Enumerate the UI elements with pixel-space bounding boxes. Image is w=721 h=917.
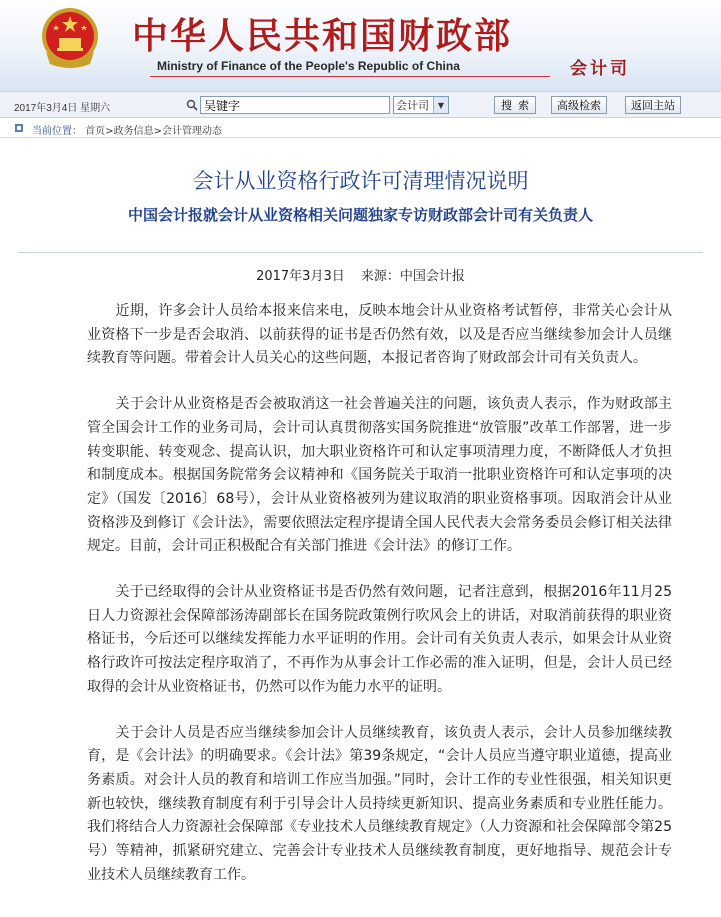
search-button[interactable]: 搜索	[494, 96, 536, 114]
article-title: 会计从业资格行政许可清理情况说明	[192, 169, 529, 193]
department-name: 会计司	[570, 59, 630, 79]
site-title: 中华人民共和国财政部	[132, 15, 513, 57]
breadcrumb-news-link[interactable]: 政务信息	[113, 126, 154, 137]
article-divider	[18, 252, 703, 253]
advanced-search-button[interactable]: 高级检索	[551, 96, 607, 114]
article-subtitle: 中国会计报就会计从业资格相关问题独家专访财政部会计司有关负责人	[127, 206, 593, 224]
article-meta	[0, 265, 721, 284]
national-emblem-icon	[40, 6, 100, 70]
article-paragraph: 关于会计从业资格是否会被取消这一社会普遍关注的问题，该负责人表示，作为财政部主管全国会计工作的业务司局，会计司认真贯彻落实国务院推进“放管服”改革工作部署，进一步转变职能、转变观念、提高认识，加大职业资格许可和认定事项清理力度，不断降低人才负担和制度成本。根据国务院常务会议精神和《国务院关于取消一批职业资格许可和认定事项的决定》（国发〔2016〕68号），会计从业资格被列为建议取消的职业资格事项。因取消会计从业资格涉及到修订《会计法》，需要依照法定程序提请全国人民代表大会常务委员会修订相关法律规定。目前，会计司正积极配合有关部门推进《会计法》的修订工作。	[87, 396, 672, 555]
breadcrumb-label: 当前位置：	[32, 126, 82, 137]
article-date: 2017年3月3日	[256, 269, 345, 284]
return-home-button[interactable]: 返回主站	[625, 96, 681, 114]
site-header	[0, 0, 721, 92]
article-paragraph: 关于会计人员是否应当继续参加会计人员继续教育，该负责人表示，会计人员参加继续教育，是《会计法》的明确要求。《会计法》第39条规定，“会计人员应当遵守职业道德，提高业务素质。对会计人员的教育和培训工作应当加强。”同时，会计工作的专业性很强，相关知识更新也较快，继续教育制度有利于引导会计人员持续更新知识、提高业务素质和专业胜任能力。我们将结合人力资源社会保障部《专业技术人员继续教育规定》（人力资源和社会保障部令第25号）等精神，抓紧研究建立、完善会计专业技术人员继续教育制度，更好地指导、规范会计专业技术人员继续教育工作。	[87, 724, 672, 883]
search-scope-select[interactable]	[393, 96, 449, 114]
search-icon	[186, 99, 198, 111]
search-toolbar	[0, 92, 721, 118]
article-source: 来源：中国会计报	[360, 269, 465, 284]
breadcrumb: 当前位置： 首页>政务信息>会计管理动态	[32, 126, 222, 137]
article-paragraph: 近期，许多会计人员给本报来信来电，反映本地会计从业资格考试暂停，非常关心会计从业资格下一步是否会取消、以前获得的证书是否仍然有效，以及是否应当继续参加会计人员继续教育等问题。带着会计人员关心的这些问题，本报记者咨询了财政部会计司有关负责人。	[87, 303, 672, 367]
article-body	[87, 300, 672, 909]
breadcrumb-accounting-link[interactable]: 会计管理动态	[161, 126, 222, 137]
current-date: 2017年3月4日 星期六	[14, 103, 111, 114]
header-divider	[150, 76, 550, 77]
breadcrumb-home-link[interactable]: 首页	[85, 126, 106, 137]
search-scope-value: 会计司	[396, 99, 429, 112]
article-paragraph: 关于已经取得的会计从业资格证书是否仍然有效问题，记者注意到，根据2016年11月25日人力资源社会保障部汤涛副部长在国务院政策例行吹风会上的讲话，对取消前获得的职业资格证书，今后还可以继续发挥能力水平证明的作用。会计司有关负责人表示，如果会计从业资格行政许可按法定程序取消了，不再作为从事会计工作必需的准入证明，但是，会计人员已经取得的会计从业资格证书，仍然可以作为能力水平的证明。	[87, 584, 672, 695]
site-subtitle: Ministry of Finance of the People's Republic of China	[157, 59, 460, 73]
breadcrumb-bar	[0, 118, 721, 138]
search-input[interactable]	[200, 96, 390, 114]
chevron-down-icon[interactable]: ▼	[433, 97, 448, 113]
location-icon	[14, 123, 24, 133]
